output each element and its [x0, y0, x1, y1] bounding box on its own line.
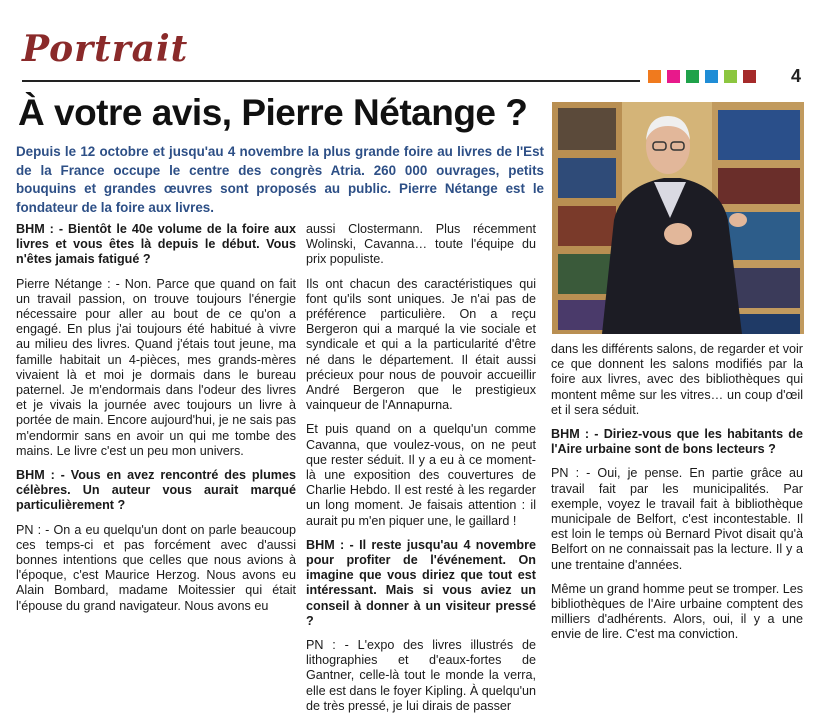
question-3: BHM : - Il reste jusqu'au 4 novembre pour profiter de l'événement. On imagine que vous diriez que tout est intéressant. Mais si vous aviez un conseil à donner à un visiteur pressé ? — [306, 537, 536, 628]
answer-3: PN : - L'expo des livres illustrés de lithographies et d'eaux-fortes de Gantner, celle-là tout le monde la verra, elle est dans le foyer Kipling. À quelqu'un de très pressé, je lui dirais de passer — [306, 638, 536, 713]
question-1: BHM : - Bientôt le 40e volume de la foire aux livres et vous êtes là depuis le début. Vous n'êtes jamais fatigué ? — [16, 222, 296, 267]
color-square — [686, 70, 699, 83]
color-square — [667, 70, 680, 83]
header-divider — [22, 80, 640, 82]
color-square — [705, 70, 718, 83]
paragraph: Ils ont chacun des caractéristiques qui font qu'ils sont uniques. Je n'ai pas de préférence particulière. On a reçu Bergeron qui a marqué la vie sociale et syndicale et qui a la particularité d'être né dans le département. Il était aussi précieux pour nous de pouvoir accueillir André Bergeron que le prestigieux vainqueur de l'Annapurna. — [306, 276, 536, 413]
color-square — [648, 70, 661, 83]
paragraph: Même un grand homme peut se tromper. Les bibliothèques de l'Aire urbaine comptent des milliers d'adhérents. Alors, oui, il y a une envie de lire. C'est ma conviction. — [551, 581, 804, 642]
portrait-photo — [552, 102, 804, 334]
paragraph: dans les différents salons, de regarder et voir ce que donnent les salons modifiés par la foire aux livres, avec des bibliothèques qui montent même sur les vitres… un coup d'œil et il sera séduit. — [551, 342, 803, 417]
paragraph: Et puis quand on a quelqu'un comme Cavanna, que voulez-vous, on ne peut que rester séduit. Il y a eu à ce moment-là une exposition des couvertures de Charlie Hebdo. Il est resté à les regarder un long moment. Je faisais attention : il aurait pu m'en piquer une, le gaillard ! — [306, 422, 536, 528]
answer-2: PN : - On a eu quelqu'un dont on parle beaucoup ces temps-ci et pas forcément avec d'aussi bonnes intentions que celles que nous avions à l'époque, c'est Maurice Herzog. Nous avons eu Alain Bombard, madame Moitessier qui était l'épouse du grand navigateur. Nous avons eu — [16, 522, 296, 613]
answer-1: Pierre Nétange : - Non. Parce que quand on fait un travail passion, on trouve toujours l'énergie nécessaire pour aller au bout de ce qu'on a engagé. En plus j'ai toujours été habitué à vivre au milieu des livres. Quand j'étais tout jeune, ma famille habitait un 4-pièces, mes grands-mères vivaient là et moi je dormais dans le bureau paternel. Je m'endormais dans l'odeur des livres et je vivais la journée avec toujours un livre à portée de main. Encore aujourd'hui, je ne sais pas m'endormir sans en avoir un qui me tombe des mains. Le livre c'est un peu mon univers. — [16, 276, 296, 458]
column-1 — [16, 222, 296, 623]
page-number: 4 — [791, 66, 802, 86]
section-title: Portrait — [22, 28, 189, 70]
question-4: BHM : - Diriez-vous que les habitants de l'Aire urbaine sont de bons lecteurs ? — [551, 427, 803, 457]
color-square — [724, 70, 737, 83]
color-squares — [648, 70, 756, 83]
answer-4: PN : - Oui, je pense. En partie grâce au travail fait par les municipalités. Par exemple, voyez le travail fait à bibliothèque municipale de Belfort, c'est incontestable. Il est loin le temps où Bernard Pivot disait qu'à Belfort on ne connaissait pas la lecture. Il y a une trentaine d'années. — [551, 466, 803, 572]
column-2 — [306, 222, 536, 723]
article-title: À votre avis, Pierre Nétange ? — [18, 92, 528, 133]
column-3 — [551, 342, 803, 652]
portrait-illustration — [552, 102, 804, 334]
paragraph: aussi Clostermann. Plus récemment Wolinski, Cavanna… toute l'équipe du prix populiste. — [306, 222, 536, 267]
article-intro: Depuis le 12 octobre et jusqu'au 4 novembre la plus grande foire au livres de l'Est de la France occupe le centre des congrès Atria. 260 000 ouvrages, petits bouquins et grandes œuvres sont proposés au public. Pierre Nétange est le fondateur de la foire aux livres. — [16, 144, 544, 215]
question-2: BHM : - Vous en avez rencontré des plumes célèbres. Un auteur vous aurait marqué particulièrement ? — [16, 468, 296, 513]
color-square — [743, 70, 756, 83]
